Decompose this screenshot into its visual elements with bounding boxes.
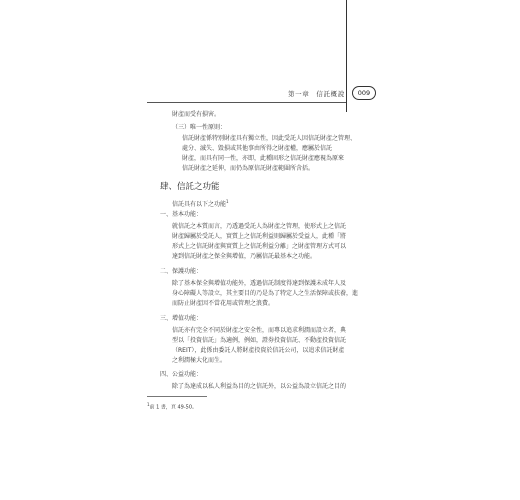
- footnote: $^1$前 1 書，頁 49-50。: [147, 402, 198, 411]
- header-vertical-rule: [346, 0, 347, 112]
- body-line: 財產歸屬於受託人，實質上之信託利益則歸屬於受益人，此種「將: [172, 233, 347, 240]
- body-line: 財產而受有損害。: [172, 111, 221, 118]
- body-line: 之利潤極大化而生。: [172, 357, 227, 364]
- intro-line: 信託具有以下之功能$^1$: [172, 199, 229, 208]
- footnote-reference: 1: [226, 199, 229, 204]
- body-line: 財產，而具有同一性，亦即，此種固形之信託財產應視為原來: [182, 155, 345, 162]
- page-number-badge: 009: [352, 86, 376, 100]
- subheading-unity-principle: （三）唯一性原則：: [172, 124, 227, 131]
- body-line: 信託亦有完全不同於財產之安全性，而專以追求利潤而設立者，典: [172, 327, 347, 334]
- function-heading-value: 三、增值功能：: [160, 315, 203, 322]
- footnote-mark: 1: [147, 402, 150, 407]
- body-line: （REIT），此係由委託人將財產投資於信託公司，以追求信託財產: [172, 347, 345, 354]
- body-line: 除了為達成以私人利益為目的之信託外，以公益為設立信託之目的: [172, 383, 347, 390]
- section-heading: 肆、信託之功能: [160, 182, 220, 192]
- body-line: 形式上之信託財產與實質上之信託利益分離」之財產管理方式可以: [172, 243, 347, 250]
- function-heading-basic: 一、基本功能：: [160, 211, 203, 218]
- body-line: 型以「投資信託」為適例，例如，證券投資信託、不動產投資信託: [172, 337, 347, 344]
- function-heading-protection: 二、保護功能：: [160, 268, 203, 275]
- body-line: 就信託之本質而言，乃透過受託人為財產之管理，使形式上之信託: [172, 223, 347, 230]
- body-line: 處分、滅失、毀損或其他事由所得之財產權，應屬於信託: [182, 145, 333, 152]
- body-line: 信託財產之延伸，而仍為原信託財產範圍所含括。: [182, 165, 315, 172]
- body-line: 信託財產係特別財產具有獨立性，因此受託人因信託財產之管理、: [182, 135, 357, 142]
- header-horizontal-rule: [147, 102, 346, 103]
- body-line: 達到信託財產之保全與增值，乃屬信託最基本之功能。: [172, 253, 317, 260]
- running-header-chapter: 第一章 信託概說: [288, 90, 345, 98]
- function-heading-public: 四、公益功能：: [160, 371, 203, 378]
- body-line: 身心障礙人等設立，其主要目的乃是為了特定人之生活保障或扶養，進: [172, 290, 359, 297]
- footnote-rule: [147, 396, 207, 397]
- body-line: 除了基本保全與增值功能外，透過信託制度得達到保護未成年人及: [172, 280, 347, 287]
- body-line: 而防止財產因不當花用或管理之浪費。: [172, 300, 275, 307]
